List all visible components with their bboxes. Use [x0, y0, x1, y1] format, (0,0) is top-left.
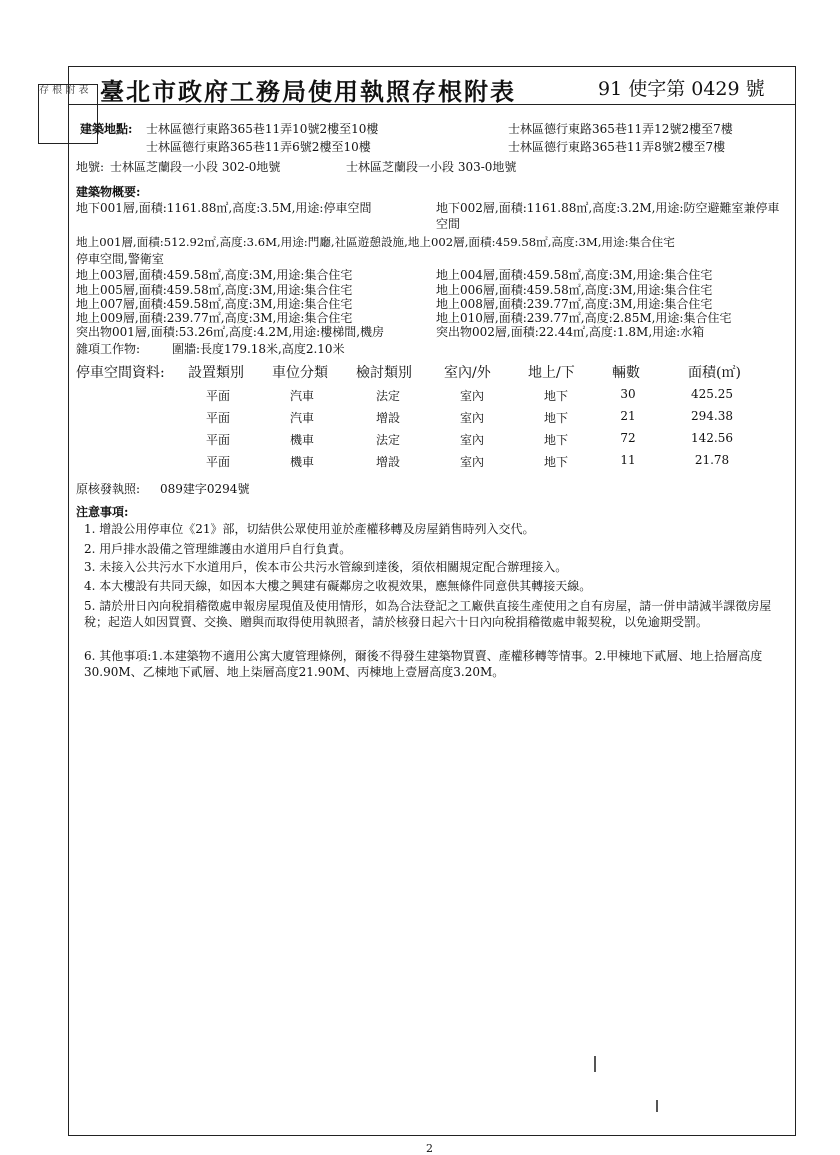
- parking-cell: 平面: [205, 433, 230, 447]
- parking-cell: 21: [620, 409, 636, 423]
- notes-label: 注意事項:: [76, 505, 129, 519]
- floor-10f: 地上010層,面積:239.77㎡,高度:2.85M,用途:集合住宅: [436, 311, 732, 325]
- floor-b2-cont: 空間: [436, 217, 461, 231]
- parking-cell: 地下: [543, 411, 568, 425]
- permit-number: 91 使字第 0429 號: [598, 78, 765, 100]
- floor-9f: 地上009層,面積:239.77㎡,高度:3M,用途:集合住宅: [76, 311, 353, 325]
- floor-7f: 地上007層,面積:459.58㎡,高度:3M,用途:集合住宅: [76, 297, 353, 311]
- floor-r2: 突出物002層,面積:22.44㎡,高度:1.8M,用途:水箱: [436, 325, 705, 339]
- misc-value: 圍牆:長度179.18米,高度2.10米: [172, 342, 345, 356]
- note-1: 1. 增設公用停車位《21》部，切結供公眾使用並於產權移轉及房屋銷售時列入交代。: [84, 522, 535, 536]
- parking-header-vehicle: 車位分類: [272, 365, 328, 381]
- parking-cell: 汽車: [289, 389, 314, 403]
- parking-header-area: 面積(㎡): [688, 365, 741, 381]
- parking-header-inout: 室內/外: [444, 365, 491, 381]
- parking-cell: 機車: [289, 455, 314, 469]
- document-title: 臺北市政府工務局使用執照存根附表: [100, 77, 516, 106]
- scan-mark: [594, 1056, 596, 1072]
- lot-value-1: 士林區芝蘭段一小段 302-0地號: [110, 160, 281, 174]
- parking-header-count: 輛數: [612, 365, 640, 381]
- floor-1f-cont: 停車空間,警衛室: [76, 252, 164, 266]
- parking-header-review: 檢討類別: [356, 365, 412, 381]
- address-line-1: 士林區德行東路365巷11弄10號2樓至10樓: [146, 122, 379, 136]
- lot-value-2: 士林區芝蘭段一小段 303-0地號: [346, 160, 517, 174]
- parking-cell: 地下: [543, 433, 568, 447]
- note-3: 3. 未接入公共污水下水道用戶，俟本市公共污水管線到達後，須依相關規定配合辦理接入。: [84, 560, 568, 574]
- original-permit-label: 原核發執照:: [76, 482, 141, 496]
- floor-6f: 地上006層,面積:459.58㎡,高度:3M,用途:集合住宅: [436, 283, 713, 297]
- note-5: 5. 請於卅日內向稅捐稽徵處申報房屋現值及使用情形，如為合法登記之工廠供直接生產使用之自有房屋，請一併申請減半課徵房屋稅；起造人如因買賣、交換、贈與而取得使用執照者，請於核發日起六十日內向稅捐稽徵處申報契稅，以免逾期受罰。: [84, 599, 772, 629]
- floor-5f: 地上005層,面積:459.58㎡,高度:3M,用途:集合住宅: [76, 283, 353, 297]
- stamp-text: 存 根 附 表: [39, 85, 89, 96]
- parking-cell: 汽車: [289, 411, 314, 425]
- parking-cell: 30: [620, 387, 636, 401]
- parking-cell: 機車: [289, 433, 314, 447]
- original-permit-value: 089建字0294號: [160, 482, 250, 496]
- scan-mark: [656, 1100, 658, 1112]
- address-line-2: 士林區德行東路365巷11弄12號2樓至7樓: [508, 122, 733, 136]
- floor-1f-2f: 地上001層,面積:512.92㎡,高度:3.6M,用途:門廳,社區遊憩設施,地上002層,面積:459.58㎡,高度:3M,用途:集合住宅: [76, 235, 675, 249]
- lot-label: 地號:: [76, 160, 105, 174]
- floor-r1: 突出物001層,面積:53.26㎡,高度:4.2M,用途:樓梯間,機房: [76, 325, 385, 339]
- parking-cell: 室內: [459, 389, 484, 403]
- parking-cell: 法定: [375, 389, 400, 403]
- page-number: 2: [426, 1142, 433, 1155]
- parking-cell: 294.38: [691, 409, 733, 423]
- parking-cell: 地下: [543, 389, 568, 403]
- address-line-3: 士林區德行東路365巷11弄6號2樓至10樓: [146, 140, 371, 154]
- building-label: 建築物概要:: [76, 185, 141, 199]
- parking-cell: 平面: [205, 455, 230, 469]
- address-label: 建築地點:: [80, 122, 133, 136]
- note-2: 2. 用戶排水設備之管理維護由水道用戶自行負責。: [84, 542, 352, 556]
- address-line-4: 士林區德行東路365巷11弄8號2樓至7樓: [508, 140, 726, 154]
- floor-4f: 地上004層,面積:459.58㎡,高度:3M,用途:集合住宅: [436, 268, 713, 282]
- floor-8f: 地上008層,面積:239.77㎡,高度:3M,用途:集合住宅: [436, 297, 713, 311]
- parking-cell: 室內: [459, 433, 484, 447]
- parking-cell: 法定: [375, 433, 400, 447]
- parking-label: 停車空間資料:: [76, 365, 165, 381]
- floor-b1: 地下001層,面積:1161.88㎡,高度:3.5M,用途:停車空間: [76, 201, 372, 215]
- parking-cell: 增設: [375, 455, 400, 469]
- floor-3f: 地上003層,面積:459.58㎡,高度:3M,用途:集合住宅: [76, 268, 353, 282]
- parking-cell: 21.78: [694, 453, 730, 467]
- note-4: 4. 本大樓設有共同天線，如因本大樓之興建有礙鄰房之收視效果，應無條件同意供其轉接天線。: [84, 579, 592, 593]
- misc-label: 雜項工作物:: [76, 342, 141, 356]
- parking-header-type: 設置類別: [188, 365, 244, 381]
- parking-cell: 142.56: [691, 431, 733, 445]
- parking-cell: 增設: [375, 411, 400, 425]
- note-6: 6. 其他事項:1.本建築物不適用公寓大廈管理條例，爾後不得發生建築物買賣、產權移轉等情事。2.甲棟地下貳層、地上拾層高度30.90M、乙棟地下貳層、地上柒層高度21.90M、丙棟地上壹層高度3.20M。: [84, 649, 763, 679]
- parking-cell: 室內: [459, 411, 484, 425]
- parking-cell: 地下: [543, 455, 568, 469]
- parking-cell: 425.25: [691, 387, 733, 401]
- floor-b2: 地下002層,面積:1161.88㎡,高度:3.2M,用途:防空避難室兼停車: [436, 201, 780, 215]
- parking-cell: 11: [620, 453, 636, 467]
- parking-cell: 72: [620, 431, 636, 445]
- parking-cell: 平面: [205, 411, 230, 425]
- parking-header-level: 地上/下: [528, 365, 575, 381]
- parking-cell: 室內: [459, 455, 484, 469]
- parking-cell: 平面: [205, 389, 230, 403]
